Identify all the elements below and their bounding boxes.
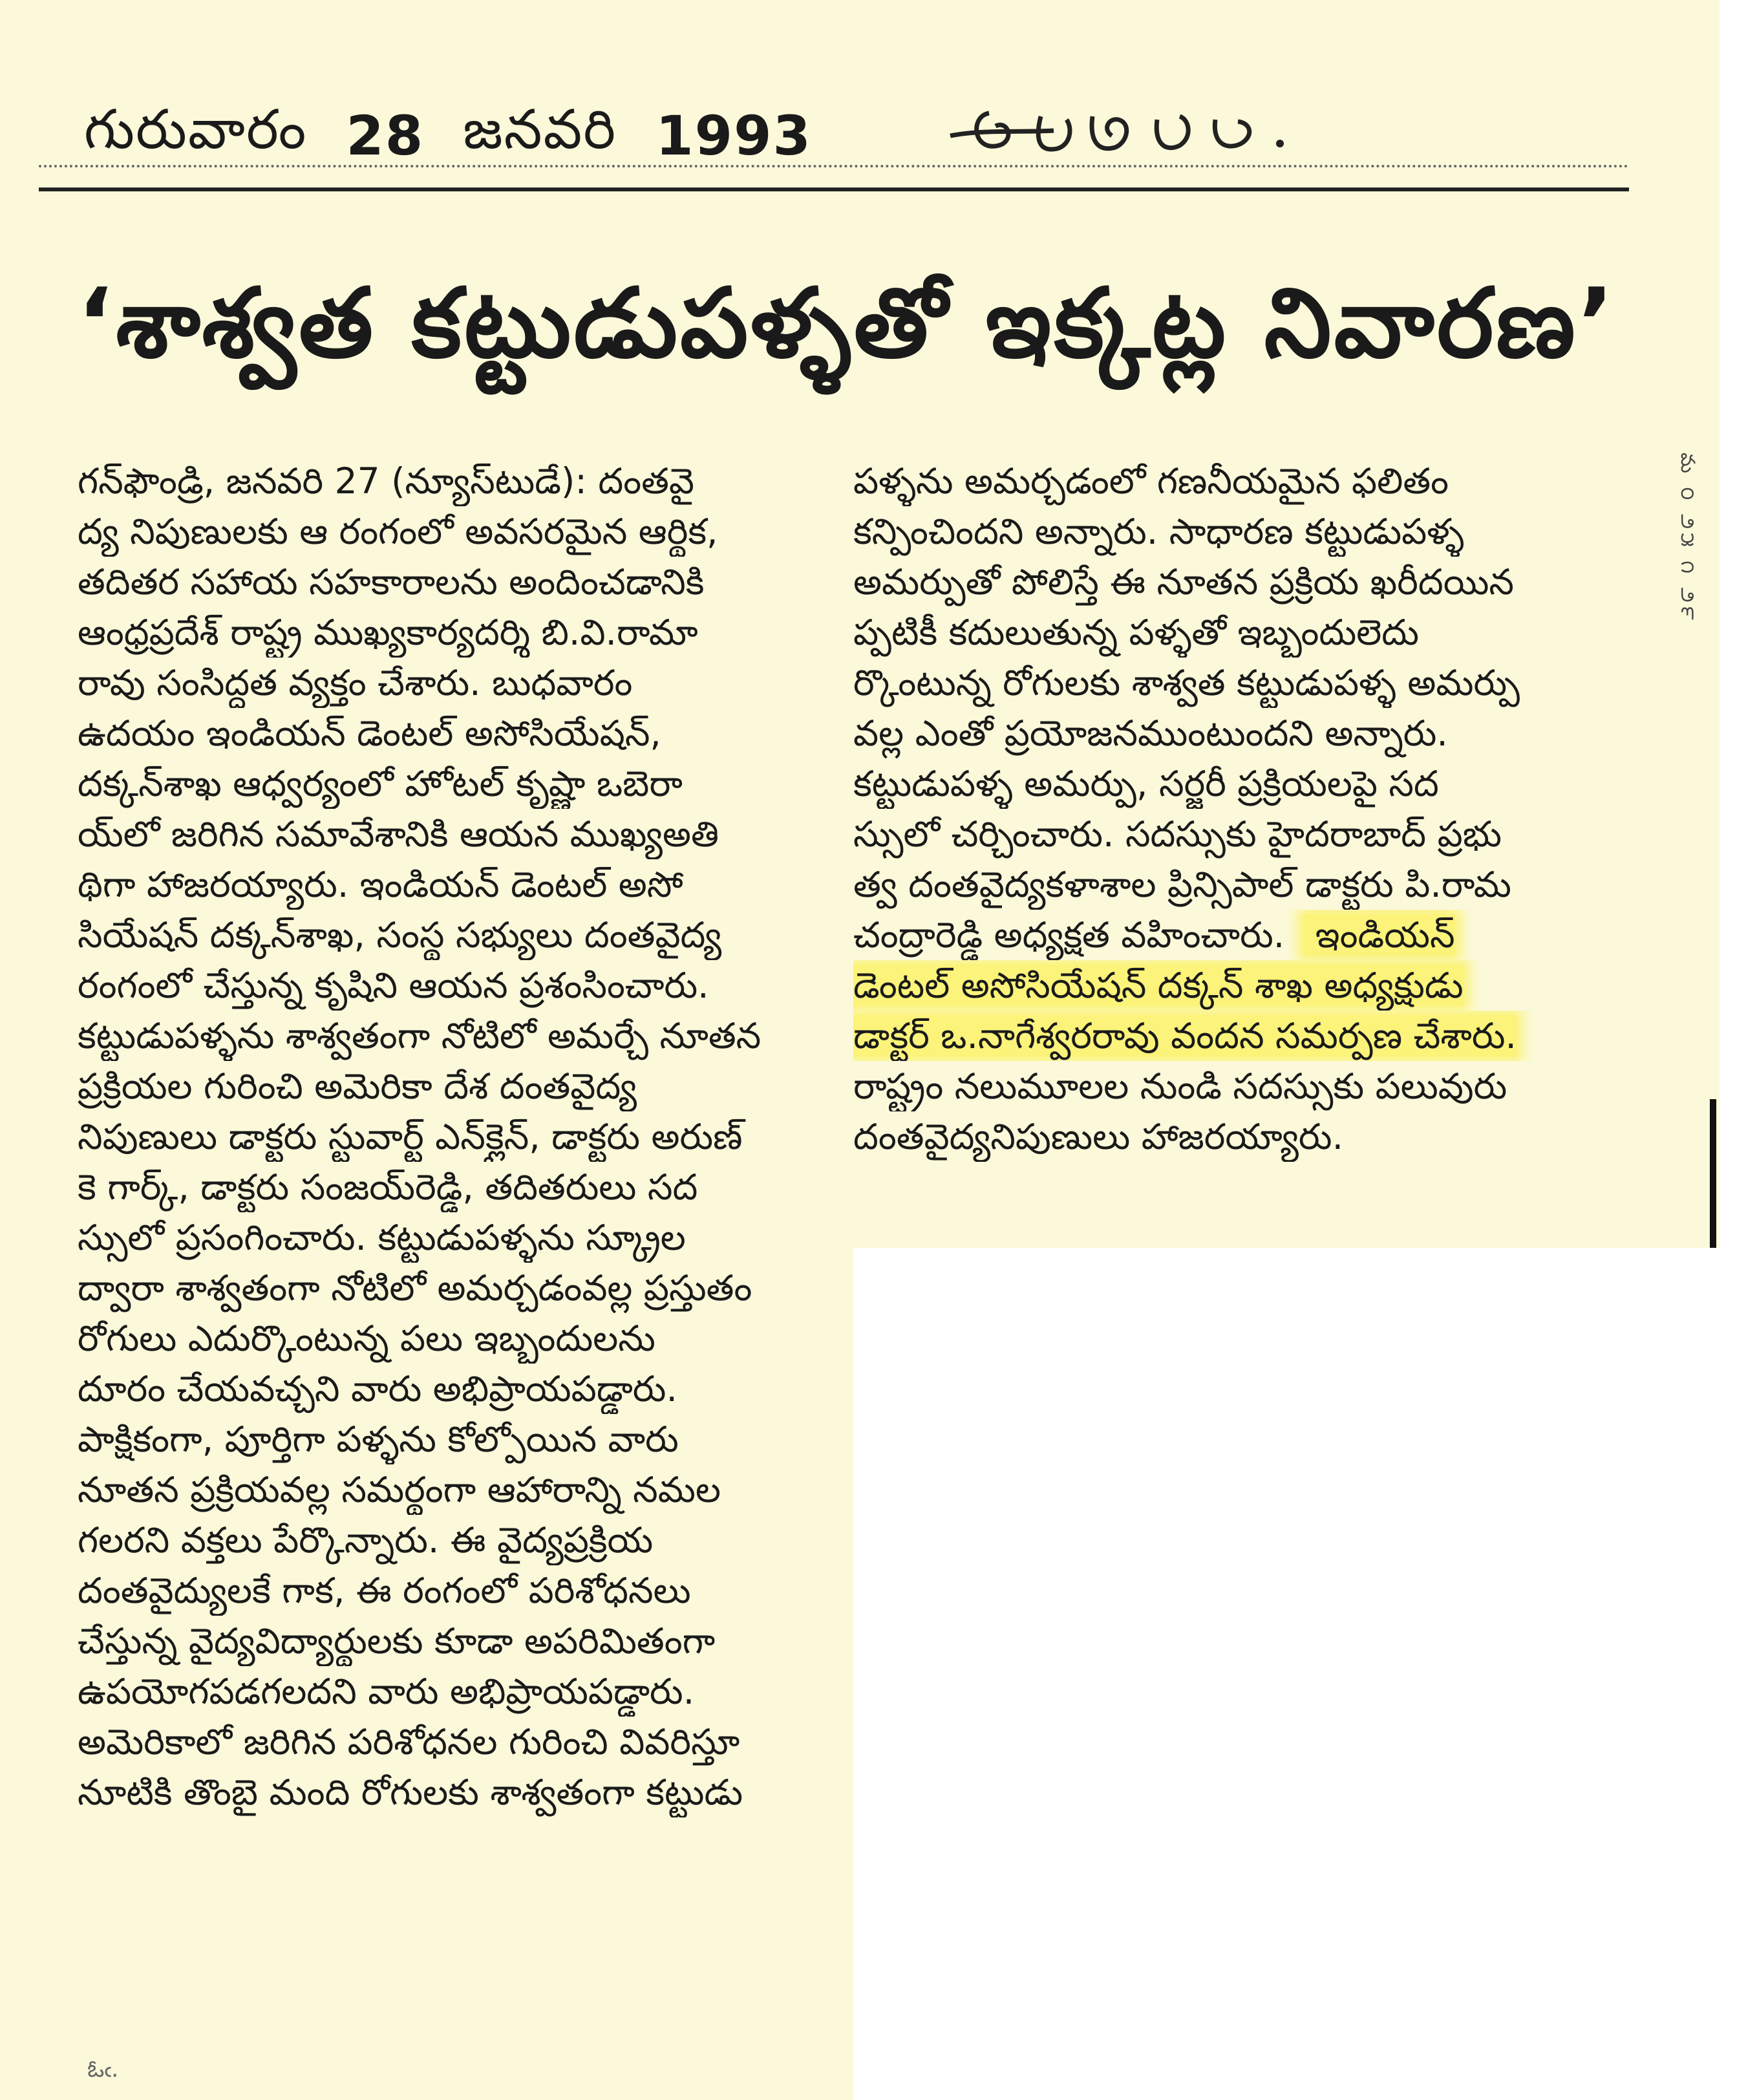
article-line	[78, 960, 808, 1011]
article-line	[853, 809, 1603, 859]
article-line-text: ప్పటికీ కదులుతున్న పళ్ళతో ఇబ్బందులెదు	[853, 612, 1420, 653]
article-line	[78, 758, 808, 809]
dateline-month: జనవరి	[463, 97, 617, 161]
article-line-text: పాక్షికంగా, పూర్తిగా పళ్ళను కోల్పోయిన వారు	[78, 1419, 679, 1460]
handwritten-source-signature	[944, 91, 1358, 168]
article-line-text: చేస్తున్న వైద్యవిద్యార్థులకు కూడా అపరిమితంగా	[78, 1620, 716, 1662]
article-headline: ‘శాశ్వత కట్టుడుపళ్ళతో ఇక్కట్ల నివారణ’	[77, 268, 1617, 379]
article-line	[78, 1464, 808, 1515]
article-line	[853, 456, 1603, 506]
article-line	[78, 658, 808, 708]
article-line	[78, 1515, 808, 1565]
article-line	[78, 1212, 808, 1263]
article-line	[78, 859, 808, 910]
article-line	[853, 658, 1603, 708]
article-line	[853, 758, 1603, 809]
article-line-text: రావు సంసిద్ధత వ్యక్తం చేశారు. బుధవారం	[78, 662, 633, 703]
article-line-text: కె గార్క్, డాక్టరు సంజయ్‌రెడ్డి, తదితరులు సద	[78, 1166, 698, 1208]
article-line-text: దంతవైద్యులకే గాక, ఈ రంగంలో పరిశోధనలు	[78, 1570, 691, 1611]
article-line-text: చంద్రారెడ్డి అధ్యక్షత వహించారు.	[853, 914, 1285, 956]
article-line-text: రాష్ట్రం నలుమూలల నుండి సదస్సుకు పలువురు	[853, 1066, 1507, 1107]
article-line-text: దక్కన్‌శాఖ ఆధ్వర్యంలో హోటల్ కృష్ణా ఒబెరా	[78, 763, 683, 804]
dotted-rule	[39, 165, 1629, 167]
article-line-text: ద్య నిపుణులకు ఆ రంగంలో అవసరమైన ఆర్థిక,	[78, 511, 718, 552]
article-line-text: వల్ల ఎంతో ప్రయోజనముంటుందని అన్నారు.	[853, 712, 1448, 754]
dateline-day: గురువారం	[84, 97, 308, 161]
article-line	[853, 859, 1603, 910]
article-line-text: దూరం చేయవచ్చని వారు అభిప్రాయపడ్డారు.	[78, 1368, 677, 1409]
article-line	[853, 1011, 1603, 1061]
article-line-text: నిపుణులు డాక్టరు స్టువార్ట్ ఎన్‌క్లైన్, డాక్టరు అరుణ్	[78, 1116, 743, 1157]
article-line	[78, 1061, 808, 1111]
article-line-text: థిగా హాజరయ్యారు. ఇండియన్ డెంటల్ అసో	[78, 864, 683, 905]
article-line	[78, 1414, 808, 1464]
article-line-text: అమర్పుతో పోలిస్తే ఈ నూతన ప్రక్రియ ఖరీదయిన	[853, 561, 1515, 603]
article-line	[78, 1767, 808, 1817]
article-line-text: డెంటల్ అసోసియేషన్ దక్కన్ శాఖ అధ్యక్షుడు	[853, 965, 1464, 1006]
article-line	[853, 960, 1603, 1011]
article-line	[78, 1364, 808, 1414]
article-line	[78, 506, 808, 557]
dateline-date: 28	[346, 104, 425, 167]
article-line-text: స్సులో ప్రసంగించారు. కట్టుడుపళ్ళను స్క్రూల	[78, 1217, 686, 1258]
article-line-text: సియేషన్ దక్కన్‌శాఖ, సంస్థ సభ్యులు దంతవైద్య	[78, 914, 722, 956]
article-line-text: రంగంలో చేస్తున్న కృషిని ఆయన ప్రశంసించారు.	[78, 965, 709, 1006]
article-line-text: ప్రక్రియల గురించి అమెరికా దేశ దంతవైద్య	[78, 1066, 637, 1107]
article-line	[853, 607, 1603, 658]
article-line-text: గన్‌ఫౌండ్రి, జనవరి 27 (న్యూస్‌టుడే): దంతవై	[78, 460, 694, 502]
article-line-text: డాక్టర్ ఒ.నాగేశ్వరరావు వందన సమర్పణ చేశారు.	[853, 1015, 1517, 1056]
article-line	[853, 506, 1603, 557]
article-line-text: పళ్ళను అమర్చడంలో గణనీయమైన ఫలితం	[853, 460, 1449, 502]
article-line	[78, 1263, 808, 1313]
article-line	[78, 1111, 808, 1162]
article-line-text: కట్టుడుపళ్ళను శాశ్వతంగా నోటిలో అమర్చే నూతన	[78, 1015, 761, 1056]
article-line-text: కన్పించిందని అన్నారు. సాధారణ కట్టుడుపళ్ళ	[853, 511, 1464, 552]
article-line	[78, 1565, 808, 1616]
article-line-text: నూటికి తొంబై మంది రోగులకు శాశ్వతంగా కట్టుడు	[78, 1772, 743, 1813]
article-line	[853, 1111, 1603, 1162]
article-line	[78, 1313, 808, 1364]
article-line	[78, 1011, 808, 1061]
article-line	[78, 1616, 808, 1666]
article-line-text: నూతన ప్రక్రియవల్ల సమర్థంగా ఆహారాన్ని నమల	[78, 1469, 721, 1510]
article-line-text: స్సులో చర్చించారు. సదస్సుకు హైదరాబాద్ ప్రభు	[853, 813, 1502, 855]
clipping-edge-shadow	[1710, 1099, 1716, 1248]
article-line-text: ఉపయోగపడగలదని వారు అభిప్రాయపడ్డారు.	[78, 1671, 695, 1712]
article-line	[78, 1717, 808, 1767]
article-line-text: దంతవైద్యనిపుణులు హాజరయ్యారు.	[853, 1116, 1344, 1157]
article-line-text: తదితర సహాయ సహకారాలను అందించడానికి	[78, 561, 705, 603]
article-line	[853, 1061, 1603, 1111]
article-line	[78, 809, 808, 859]
article-line-text: ర్కొంటున్న రోగులకు శాశ్వత కట్టుడుపళ్ళ అమర్పు	[853, 662, 1520, 703]
article-line-text: గలరని వక్తలు పేర్కొన్నారు. ఈ వైద్యప్రక్రియ	[78, 1519, 654, 1561]
article-line	[78, 1666, 808, 1717]
article-line	[853, 708, 1603, 758]
article-line	[853, 910, 1603, 960]
article-line	[853, 557, 1603, 607]
article-line	[78, 607, 808, 658]
article-line	[78, 910, 808, 960]
article-column-left	[78, 456, 808, 1817]
article-line	[78, 557, 808, 607]
header-rule	[39, 188, 1629, 191]
article-line-text: అమెరికాలో జరిగిన పరిశోధనల గురించి వివరిస్తూ	[78, 1721, 740, 1762]
article-line	[78, 708, 808, 758]
margin-annotation: మ ౦ ౨౫ ౧ ౨౯	[1676, 453, 1699, 624]
scan-margin-right	[1720, 0, 1757, 1248]
article-line-text: ఉదయం ఇండియన్ డెంటల్ అసోసియేషన్,	[78, 712, 661, 754]
highlighted-text: ఇండియన్	[1304, 914, 1455, 956]
scan-blank-area	[853, 1248, 1757, 2100]
article-line-text: త్వ దంతవైద్యకళాశాల ప్రిన్సిపాల్ డాక్టరు పి.రామ	[853, 864, 1511, 905]
article-column-right	[853, 456, 1603, 1162]
footer-mark: ఓఁ.	[87, 2056, 119, 2083]
article-line-text: య్‌లో జరిగిన సమావేశానికి ఆయన ముఖ్యఅతి	[78, 813, 719, 855]
article-line	[78, 1162, 808, 1212]
article-line-text: ఆంధ్రప్రదేశ్ రాష్ట్ర ముఖ్యకార్యదర్శి బి.వి.రామా	[78, 612, 698, 653]
article-line-text: కట్టుడుపళ్ళ అమర్పు, సర్జరీ ప్రక్రియలపై సద	[853, 763, 1439, 804]
article-line	[78, 456, 808, 506]
article-line-text: రోగులు ఎదుర్కొంటున్న పలు ఇబ్బందులను	[78, 1318, 655, 1359]
dateline-year: 1993	[655, 104, 812, 167]
article-line-text: ద్వారా శాశ్వతంగా నోటిలో అమర్చడంవల్ల ప్రస్తుతం	[78, 1267, 752, 1309]
